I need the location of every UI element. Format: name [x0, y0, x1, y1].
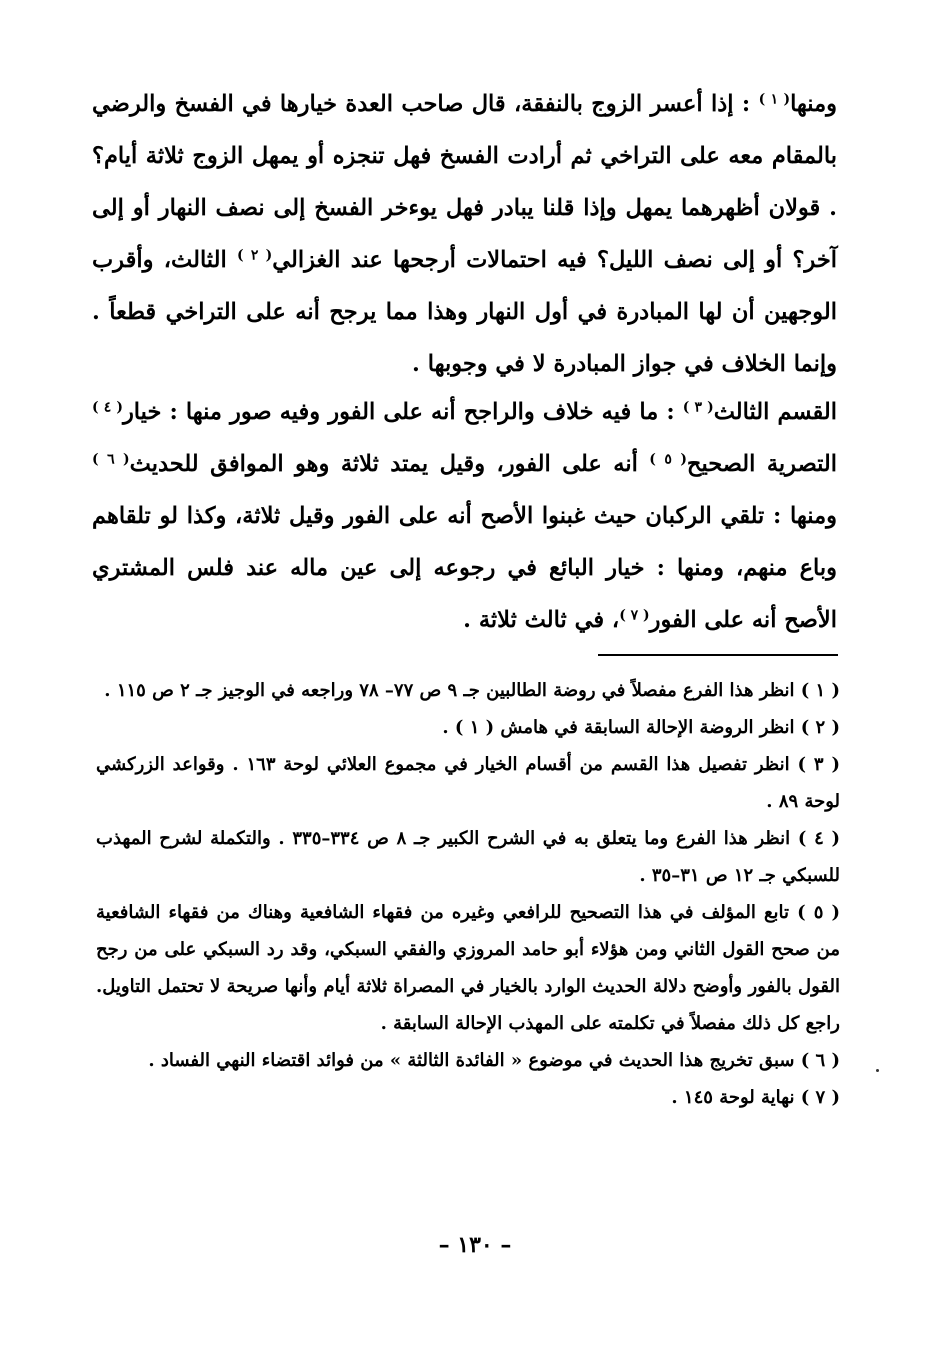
- footnote-5: ( ٥ ) تابع المؤلف في هذا التصحيح للرافعي وغيره من فقهاء الشافعية وهناك من فقهاء الشافعية من صحح القول الثاني ومن هؤلاء أبو حامد المروزي والفقي السبكي، وقد رد السبكي على من رجح القول بالفور وأوضح دلالة الحديث الوارد بالخيار في المصراة ثلاثة أيام وأنها صريحة لا تحتمل التاويل. راجع كل ذلك مفصلاً في تكلمته على المهذب الإحالة السابقة .: [96, 902, 840, 1034]
- footnote-3: ( ٣ ) انظر تفصيل هذا القسم من أقسام الخيار في مجموع العلائي لوحة ١٦٣ . وقواعد الزركشي لوحة ٨٩ .: [96, 754, 840, 812]
- paragraph-text: : إذا أعسر الزوج بالنفقة، قال صاحب العدة خيارها في الفسخ والرضي بالمقام معه على التراخي ثم أرادت الفسخ فهل تنجزه أو يمهل الزوج ثلاثة أيام؟ . قولان أظهرهما يمهل وإذا قلنا يبادر فهل يوءخر الفسخ إلى نصف النهار أو إلى آخر؟ أو إلى نصف الليل؟ فيه احتمالات أرجحها عند الغزالي: [92, 91, 838, 273]
- footnote-marker-4: ( ٤ ): [92, 399, 123, 416]
- footnote-6: ( ٦ ) سبق تخريج هذا الحديث في موضوع « الفائدة الثالثة » من فوائد اقتضاء النهي الفساد .: [148, 1050, 840, 1071]
- paragraph-text: القسم الثالث: [713, 399, 838, 425]
- footnote-marker-6: ( ٦ ): [92, 451, 130, 468]
- page-number: – ١٣٠ –: [438, 1232, 512, 1258]
- footnote-marker-5: ( ٥ ): [649, 451, 687, 468]
- paragraph-text: ، في ثالث ثلاثة .: [463, 607, 620, 633]
- body-paragraph-1: [92, 78, 837, 390]
- footnote-2: ( ٢ ) انظر الروضة الإحالة السابقة في هامش ( ١ ) .: [442, 717, 840, 738]
- footnote-marker-7: ( ٧ ): [619, 607, 650, 624]
- footnote-1: ( ١ ) انظر هذا الفرع مفصلاً في روضة الطالبين جـ ٩ ص ٧٧– ٧٨ وراجعه في الوجيز جـ ٢ ص ١١٥ .: [104, 680, 840, 701]
- paragraph-text: التصرية الصحيح: [686, 451, 837, 477]
- paragraph-text: ومنها: [790, 91, 837, 117]
- scan-speck: [876, 1069, 879, 1072]
- footnote-marker-3: ( ٣ ): [682, 399, 714, 416]
- paragraph-text: : ما فيه خلاف والراجح أنه على الفور وفيه صور منها : خيار: [122, 399, 683, 425]
- footnotes: [96, 672, 840, 1116]
- footnote-marker-1: ( ١ ): [758, 91, 791, 108]
- paragraph-text: الثالث، وأقرب الوجهين أن لها المبادرة في أول النهار وهذا مما يرجح أنه على التراخي قطعاً . وإنما الخلاف في جواز المبادرة لا في وجوبها .: [92, 247, 837, 377]
- paragraph-text: أنه على الفور، وقيل يمتد ثلاثة وهو الموافق للحديث: [129, 451, 650, 477]
- footnote-separator: [598, 654, 838, 656]
- footnote-marker-2: ( ٢ ): [236, 247, 273, 264]
- body-paragraph-2: [92, 386, 837, 646]
- paragraph-text: ومنها : تلقي الركبان حيث غبنوا الأصح أنه على الفور وقيل ثلاثة، وكذا لو تلقاهم وباع منهم، ومنها : خيار البائع في رجوعه إلى عين ماله عند فلس المشتري الأصح أنه على الفور: [92, 503, 837, 633]
- footnote-7: ( ٧ ) نهاية لوحة ١٤٥ .: [671, 1087, 840, 1108]
- footnote-4: ( ٤ ) انظر هذا الفرع وما يتعلق به في الشرح الكبير جـ ٨ ص ٣٣٤–٣٣٥ . والتكملة لشرح المهذب للسبكي جـ ١٢ ص ٣١–٣٥ .: [96, 828, 840, 886]
